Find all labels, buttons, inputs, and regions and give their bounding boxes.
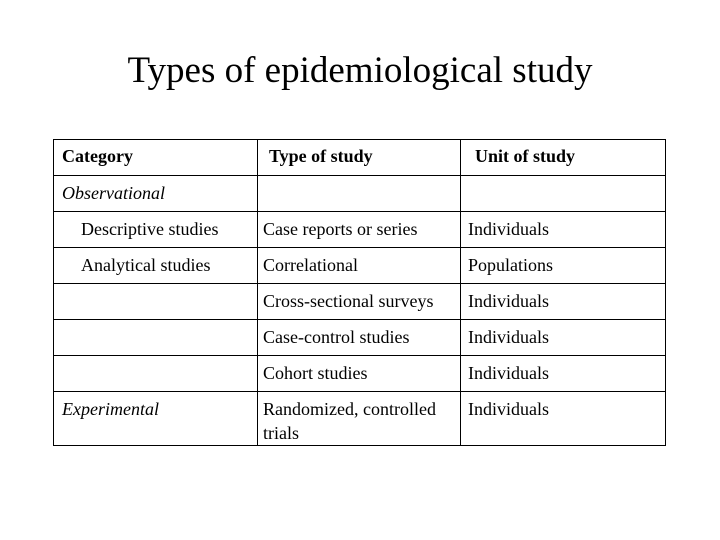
cell-unit-of-study xyxy=(461,176,666,212)
cell-category xyxy=(54,320,258,356)
study-types-table xyxy=(53,139,666,446)
table-row xyxy=(54,284,666,320)
cell-unit-of-study: Individuals xyxy=(461,212,666,248)
table-row xyxy=(54,248,666,284)
header-category: Category xyxy=(54,140,258,176)
table-row xyxy=(54,356,666,392)
cell-unit-of-study: Individuals xyxy=(461,356,666,392)
cell-category: Observational xyxy=(54,176,258,212)
slide-title: Types of epidemiological study xyxy=(127,50,593,91)
header-type-of-study: Type of study xyxy=(258,140,461,176)
cell-type-of-study: Randomized, controlled trials xyxy=(258,392,461,446)
header-unit-of-study: Unit of study xyxy=(461,140,666,176)
cell-category xyxy=(54,284,258,320)
cell-category: Analytical studies xyxy=(54,248,258,284)
table-row xyxy=(54,320,666,356)
cell-type-of-study xyxy=(258,176,461,212)
table-row xyxy=(54,212,666,248)
cell-category: Descriptive studies xyxy=(54,212,258,248)
cell-type-of-study: Case reports or series xyxy=(258,212,461,248)
cell-type-of-study: Correlational xyxy=(258,248,461,284)
table-row xyxy=(54,392,666,446)
cell-type-of-study: Cohort studies xyxy=(258,356,461,392)
table-row xyxy=(54,176,666,212)
cell-type-of-study: Case-control studies xyxy=(258,320,461,356)
cell-category: Experimental xyxy=(54,392,258,446)
cell-category xyxy=(54,356,258,392)
cell-type-of-study: Cross-sectional surveys xyxy=(258,284,461,320)
cell-unit-of-study: Populations xyxy=(461,248,666,284)
cell-unit-of-study: Individuals xyxy=(461,392,666,446)
cell-unit-of-study: Individuals xyxy=(461,320,666,356)
table-header-row xyxy=(54,140,666,176)
cell-unit-of-study: Individuals xyxy=(461,284,666,320)
